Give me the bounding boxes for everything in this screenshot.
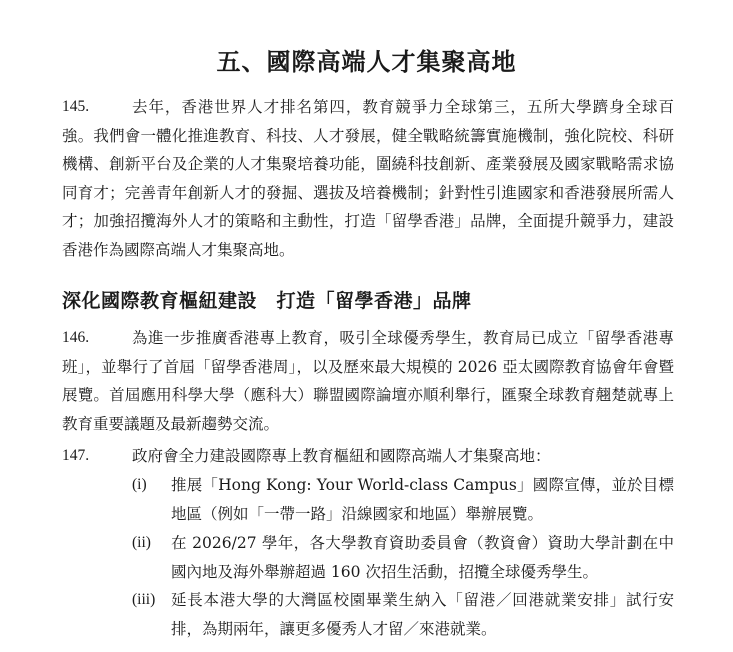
paragraph-number: 147. (62, 447, 90, 464)
list-item-text: 推展「Hong Kong: Your World-class Campus」國際宣傳，並於目標地區（例如「一帶一路」沿線國家和地區）舉辦展覽。 (171, 476, 674, 523)
paragraph-146 (62, 324, 674, 438)
list-item (132, 586, 674, 643)
paragraph-text: 去年，香港世界人才排名第四，教育競爭力全球第三，五所大學躋身全球百強。我們會一體化推進教育、科技、人才發展，健全戰略統籌實施機制，強化院校、科研機構、創新平台及企業的人才集聚培養功能，圍繞科技創新、產業發展及國家戰略需求協同育才；完善青年創新人才的發掘、選拔及培養機制；針對性引進國家和香港發展所需人才；加強招攬海外人才的策略和主動性，打造「留學香港」品牌，全面提升競爭力，建設香港作為國際高端人才集聚高地。 (62, 98, 674, 259)
list-item (132, 471, 674, 528)
list-item (132, 529, 674, 586)
paragraph-number: 145. (62, 98, 90, 115)
paragraph-text: 為進一步推廣香港專上教育，吸引全球優秀學生，教育局已成立「留學香港專班」，並舉行了首屆「留學香港周」，以及歷來最大規模的 2026 亞太國際教育協會年會暨展覽。首屆應用科學大學（應科大）聯盟國際論壇亦順利舉行，匯聚全球教育翹楚就專上教育重要議題及最新趨勢交流。 (62, 329, 674, 433)
paragraph-lead: 政府會全力建設國際專上教育樞紐和國際高端人才集聚高地： (132, 447, 551, 465)
paragraph-147 (62, 442, 674, 471)
list-item-marker: (ii) (132, 534, 151, 551)
paragraph-145 (62, 93, 674, 264)
list-item-marker: (iii) (132, 591, 156, 608)
list-item-text: 延長本港大學的大灣區校園畢業生納入「留港／回港就業安排」試行安排，為期兩年，讓更多優秀人才留／來港就業。 (171, 591, 674, 638)
paragraph-number: 146. (62, 329, 90, 346)
list-item-marker: (i) (132, 476, 147, 493)
list-item-text: 在 2026/27 學年，各大學教育資助委員會（教資會）資助大學計劃在中國內地及海外舉辦超過 160 次招生活動，招攬全球優秀學生。 (171, 534, 674, 581)
section-title: 五、國際高端人才集聚高地 (216, 47, 517, 76)
subsection-heading: 深化國際教育樞紐建設 打造「留學香港」品牌 (62, 290, 472, 312)
